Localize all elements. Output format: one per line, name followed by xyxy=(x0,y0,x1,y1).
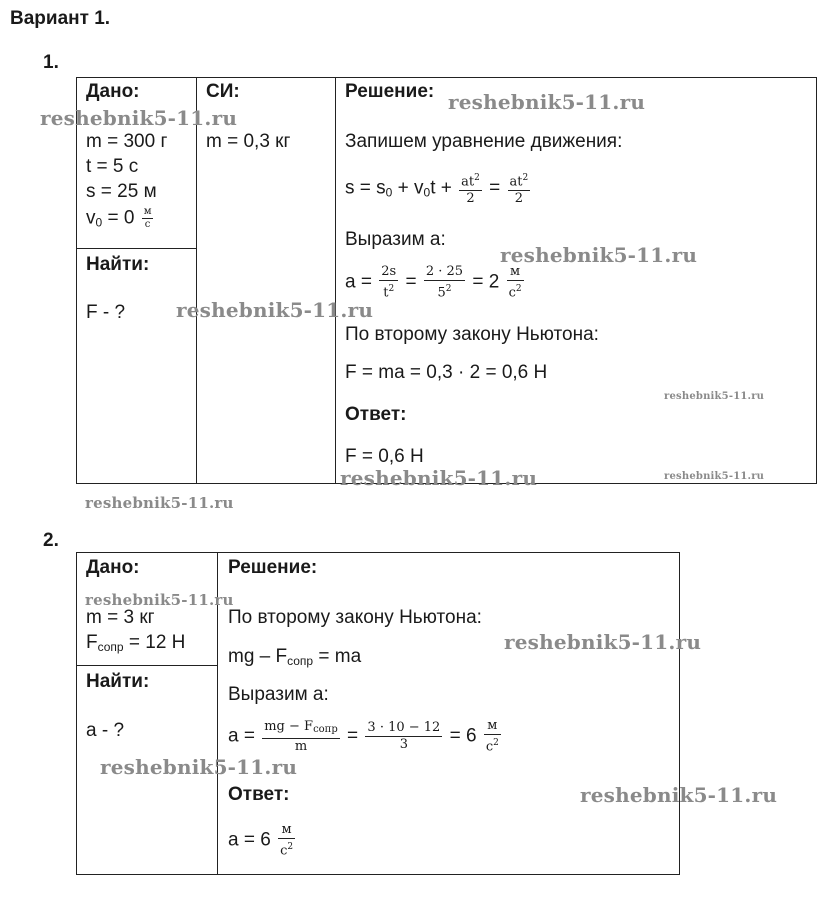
watermark: reshebnik5-11.ru xyxy=(100,755,298,779)
answer-acceleration: a = 6 $\frac{м}{с^2}$ xyxy=(228,822,294,859)
divider xyxy=(76,665,217,666)
step-equation-of-motion: Запишем уравнение движения: xyxy=(345,131,623,152)
equation-force: F = ma = 0,3 · 2 = 0,6 Н xyxy=(345,362,548,383)
problem-1-number: 1. xyxy=(43,52,59,73)
watermark: reshebnik5-11.ru xyxy=(664,391,765,402)
find-acceleration: a - ? xyxy=(86,720,125,741)
watermark: reshebnik5-11.ru xyxy=(85,591,234,609)
given-resistance-force: $F_{сопр} = 12$ Н xyxy=(86,632,186,654)
find-header: Найти: xyxy=(86,671,150,692)
given-header: Дано: xyxy=(86,557,140,578)
watermark: reshebnik5-11.ru xyxy=(580,783,778,807)
given-mass: m = 300 г xyxy=(86,131,168,152)
si-header: СИ: xyxy=(206,81,240,102)
divider xyxy=(335,77,336,484)
answer-force: F = 0,6 Н xyxy=(345,446,424,467)
equation-forces: mg – $F_{сопр}$ = ma xyxy=(228,646,362,668)
watermark: reshebnik5-11.ru xyxy=(664,471,765,482)
divider xyxy=(196,77,197,484)
watermark: reshebnik5-11.ru xyxy=(448,90,646,114)
solution-header: Решение: xyxy=(228,557,318,578)
watermark: reshebnik5-11.ru xyxy=(504,630,702,654)
answer-header: Ответ: xyxy=(345,404,407,425)
watermark: reshebnik5-11.ru xyxy=(500,243,698,267)
watermark: reshebnik5-11.ru xyxy=(40,106,238,130)
find-force: F - ? xyxy=(86,302,126,323)
given-initial-velocity: $v_0 = 0$ $\frac{м}{с}$ xyxy=(86,206,152,230)
given-time: t = 5 с xyxy=(86,156,139,177)
given-header: Дано: xyxy=(86,81,140,102)
step-newton-law: По второму закону Ньютона: xyxy=(345,324,599,345)
page-title: Вариант 1. xyxy=(10,8,111,29)
equation-acceleration: a = $\frac{2s}{t^2}$ = $\frac{2 \cdot 25}{5^2}$ = 2 $\frac{м}{с^2}$ xyxy=(345,264,522,301)
watermark: reshebnik5-11.ru xyxy=(340,466,538,490)
answer-header: Ответ: xyxy=(228,784,290,805)
given-distance: s = 25 м xyxy=(86,181,157,202)
step-express-a: Выразим а: xyxy=(228,684,329,705)
equation-acceleration: a = $\frac{mg - F_{сопр}}{m}$ = $\frac{3 \cdot 10 - 12}{3}$ = 6 $\frac{м}{с^2}$ xyxy=(228,718,499,755)
solution-header: Решение: xyxy=(345,81,435,102)
watermark: reshebnik5-11.ru xyxy=(176,298,374,322)
problem-2-number: 2. xyxy=(43,530,59,551)
watermark: reshebnik5-11.ru xyxy=(85,494,234,512)
equation-motion: $s = s_0 + v_0t$ + $\frac{at^2}{2}$ = $\frac{at^2}{2}$ xyxy=(345,170,532,207)
step-express-a: Выразим а: xyxy=(345,229,446,250)
divider xyxy=(76,248,196,249)
si-mass: m = 0,3 кг xyxy=(206,131,291,152)
step-newton-law: По второму закону Ньютона: xyxy=(228,607,482,628)
given-mass: m = 3 кг xyxy=(86,607,155,628)
find-header: Найти: xyxy=(86,254,150,275)
